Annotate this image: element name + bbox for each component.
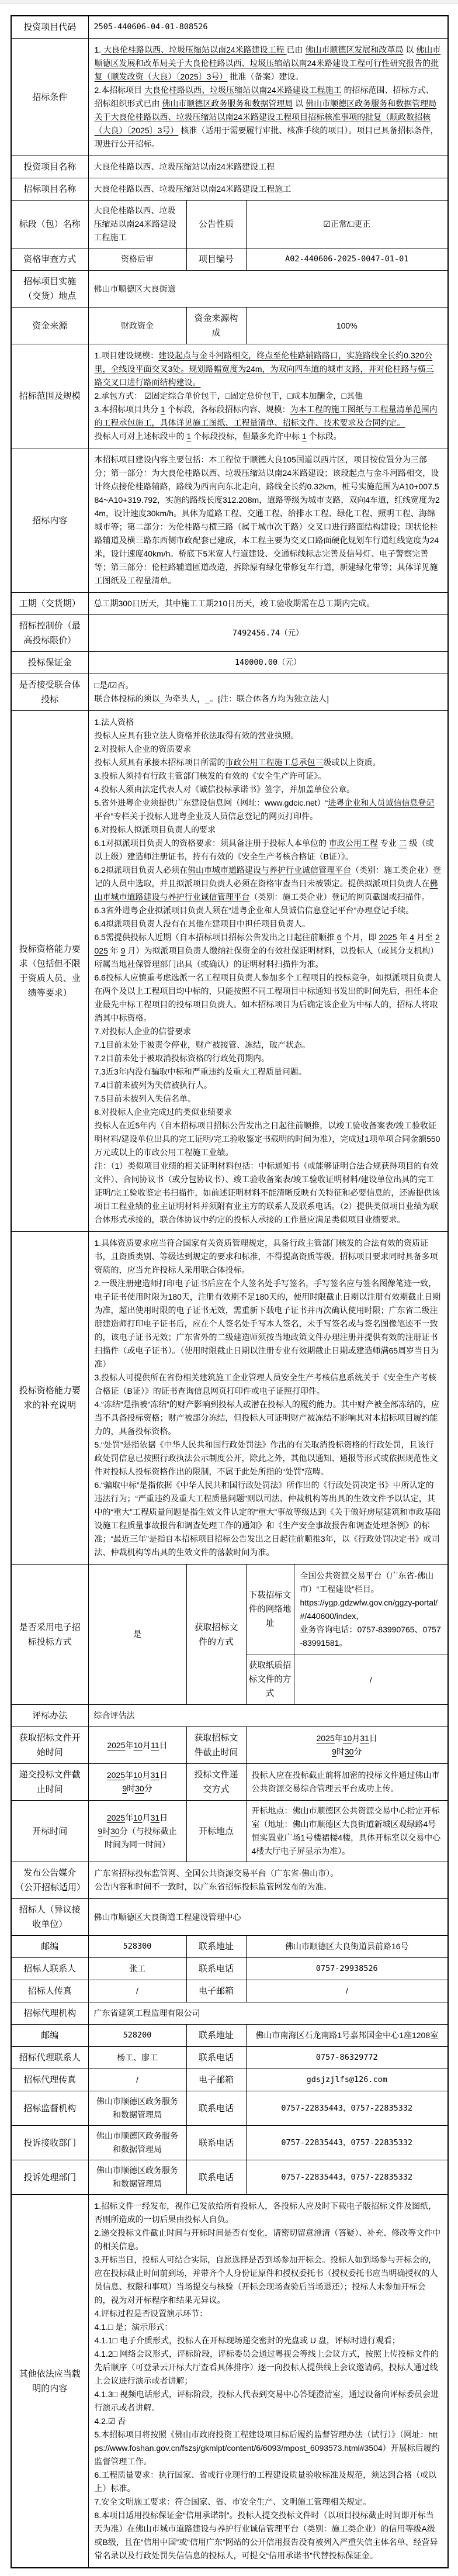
table-row [11,201,448,248]
paragraph: 联合体投标的须以_为牵头人，_。[注：联合体各方均为独立法人] [94,694,329,703]
fund-source-value: 财政资金 [88,308,186,344]
page-top-strip [0,0,458,4]
paragraph: 业务咨询电话：0757-83990765、0757-83991581。 [300,1625,441,1648]
agency-contact-label: 招标代理联系人 [11,2047,88,2069]
qualification-method-value: 资格后审 [88,248,186,271]
paragraph: 7.安全文明施工要求：符合国家、省、市安全生产、文明施工管理相关规定。 [94,2497,372,2506]
tenderer-phone-label: 联系电话 [186,1958,246,1980]
doc-start-time-value: 2025年10月11日 [88,1727,186,1764]
control-price-value: 7492456.74（元） [88,615,448,652]
agency-fax-value: / [88,2069,186,2091]
agency-fax-label: 招标代理传真 [11,2069,88,2091]
bid-bond-label: 投标保证金 [11,652,88,674]
paragraph: 2.本招标项目 大良伦桂路以西、垃圾压缩站以南24米路建设工程施工 的招标范围、招标方式、招标组织形式已由 佛山市顺德区政务服务和数据管理局 以 佛山市顺德区政务服务和数据管理局关于大良伦桂路以西、垃圾压缩站以南24米路建设工程项目招标核准事项的批复（顺政数招核（大良）〔2025〕3号） 核准（适用于需要履行审批、核准手续的项目）。项目已具备招标条件，现进行公开招标。 [94,85,439,149]
paragraph: 6.6投标人应慎重考虑选派一名工程项目负责人参加多个工程项目的投标竞争，如拟派项目负责人在两个及以上工程项目均中标的，只能按照不同工程项目中标通知书发出的时间先后，担任本企业最先中标工程项目的投标项目负责人。如本招标项目为后确定该企业为中标人的，招标人将取消其中标资格。 [94,973,441,1023]
tenderer-value: 佛山市顺德区大良街道工程建设管理中心 [88,1899,448,1936]
paragraph: 6.1对拟派项目负责人的资格要求：须具备注册于投标人本单位的 市政公用工程 专业 二 级（或以上级）建造师注册证书，持有有效的《安全生产考核合格证（B证）》。 [94,838,434,861]
fund-source-label: 资金来源 [11,308,88,344]
tender-content-label: 招标内容 [11,448,88,593]
doc-deadline-value [246,1727,448,1764]
investment-project-name-label: 投资项目名称 [11,156,88,178]
qualification-notes-value [88,1232,448,1565]
tenderer-fax-value: / [88,1980,186,2002]
tenderer-fax-label: 招标人传真 [11,1980,88,2002]
project-number-value: A02-440606-2025-0047-01-01 [246,248,448,271]
table-row [11,1899,448,1936]
tender-announcement-document [0,4,458,2576]
agency-phone-label: 联系电话 [186,2047,246,2069]
submit-deadline-value [88,1764,186,1801]
table-row [11,593,448,615]
table-row [11,615,448,652]
paragraph: 9时30分 [332,1747,362,1756]
table-row [11,2195,448,2568]
table-row [11,1958,448,1980]
supervisor-label: 招标监督机构 [11,2091,88,2126]
announcement-nature-label: 公告性质 [186,201,246,248]
project-code-value: 2505-440606-04-01-808526 [88,16,448,39]
qualification-requirements-value [88,711,448,1232]
paragraph: 投标人应具有独立法人资格并依法取得有效的营业执照。 [94,731,299,740]
table-row [11,1862,448,1899]
paragraph: 广东省招标投标监管网、全国公共资源交易平台（广东省·佛山市）。 [94,1869,339,1878]
tenderer-zip-label: 邮编 [11,1936,88,1958]
scope-scale-value [88,344,448,448]
paragraph: 7.1目前未处于被责令停业，财产被接管、冻结，破产状态。 [94,1040,310,1049]
announcement-media-value [88,1862,448,1899]
table-row [11,1936,448,1958]
paragraph: 4.1.2□ 网络会议形式，评标阶段，评标委员会通过粤视会等线上会议方式，按照上传投标文件的先后顺序（可登录云开标大厅查看具体排序）逐一向投标人提供线上会议邀请码，投标人通过线上会议进行演示或者讲解； [94,2349,439,2385]
table-row [11,2069,448,2091]
tenderer-phone-value: 0757-29938526 [246,1958,448,1980]
agency-email-value: gdsjzjlfs@126.com [246,2069,448,2091]
tenderer-address-value: 佛山市顺德区大良街道县前路16号 [246,1936,448,1958]
paragraph: 5.本招标项目将按照《佛山市政府投资工程建设项目标后履约监督管理办法（试行）》（网址：https://www.foshan.gov.cn/fszsj/gkmlpt/content/6/6093/mpost_6093573.html#3504）开展标后履约监督管理工作。 [94,2430,440,2466]
paragraph: 6.“骗取中标”是指依据《中华人民共和国行政处罚法》所作出的《行政处罚决定书》中所认定的违法行为；“严重违约及重大工程质量问题”则以司法、仲裁机构等出具的生效文件予以认定，其中的“重大”工程质量问题是指生效文件认定的“重大”事故等级达到《关于做好房屋建筑和市政基础设施工程质量事故报告和调查处理工作的通知》和《生产安全事故报告和调查处理条例》的标准；“最近三年”是指自本招标项目招标公告发出之日起往前顺推3年，以《行政处罚决定书》或司法、仲裁机构等出具的生效文件的落款时间为准。 [94,1480,441,1557]
agency-email-label: 电子邮箱 [186,2069,246,2091]
paragraph: 9时30分（与投标截止时间为同一时间） [98,1826,177,1849]
paragraph: 6.2拟派项目负责人必须在佛山市城市道路建设与养护行业诚信管理平台（类别：施工类企业）登记的人员中选取，并且拟派项目负责人必须在资格审查当日未被锁定。提供拟派项目负责人在佛山市城市道路建设与养护行业诚信管理平台（类别：施工类企业）登记的网页截图或扫描件。 [94,865,441,902]
paragraph: 9时30分 [122,1784,152,1793]
paragraph: 2.承包方式： ☑固定综合单价包干，□固定总价包干，□成本加酬金，□其他 [94,391,363,400]
table-row [11,1764,448,1801]
evaluation-method-label: 评标办法 [11,1705,88,1727]
agency-zip-value: 528200 [88,2025,186,2047]
paragraph: 6.工程质量要求：执行国家、省或行业现行的工程建设质量验收标准及规范，须达到合格（或以上）标准。 [94,2470,437,2493]
paragraph: 6.3省外进粤企业拟派项目负责人须在“进粤企业和人员诚信信息登记平台”办理登记手续。 [94,906,414,915]
agency-value: 广东省建筑工程监理有限公司 [88,2002,448,2025]
tender-content-value [88,448,448,593]
submit-method-value: 投标人应在投标截止前将加密的投标文件通过佛山市公共资源交易综合管理云平台成功上传。 [246,1764,448,1801]
paragraph: 1.法人资格 [94,717,134,727]
complaint-receive-phone-label: 联系电话 [186,2126,246,2160]
paragraph: 6.4拟派项目负责人没有在其他在建项目中担任项目负责人。 [94,919,310,928]
qualification-requirements-label: 投标资格能力要求（包括但不限于资质人员、业绩等要求） [11,711,88,1232]
paragraph: 7.对投标人企业的信誉要求 [94,1027,192,1036]
paragraph: 6.5需提供投标人近期（自本招标项目招标公告发出之日起往前顺推 6 个月，即 2025 年 4 月至 2025 年 9 月）为拟派项目负责人缴纳社保资金的有效社保证明材料，以投标人（或其分支机构）所属当地社保管理部门出具（或确认）的证明材料扫描件为准。 [94,933,440,969]
scope-scale-label: 招标范围及规模 [11,344,88,448]
download-url-value [294,1565,448,1655]
paragraph: 投标人须具有承接本招标项目所需的市政公用工程施工总承包三级或以上资质。 [94,758,381,767]
complaint-receive-phone-value: 0757-22835443，0757-22835332 [246,2126,448,2160]
paragraph: 8.本项目适用投标保证金“信用承诺制”。投标人提交投标文件时（以项目投标截止时间即开标当天为准）在佛山市城市道路建设与养护行业诚信管理平台（类别：施工类企业）的信用等级A级或B级，且在“信用中国”或“信用广东”网站的公开信用报告没有被列入严重失信主体名单、经营异常名录以及行政处罚失信信息的投标人，可提交“信用承诺书”代替投标保证金。 [94,2511,438,2560]
paragraph: 1.招标文件一经发布，视作已发放给所有投标人，各投标人应及时下载电子版招标文件及图纸，否则所造成的一切后果由投标人自负。 [94,2201,437,2224]
complaint-handle-phone-label: 联系电话 [186,2160,246,2195]
tenderer-contact-label: 招标人联系人 [11,1958,88,1980]
paragraph: 4.评标过程是否设置演示环节： [94,2309,208,2318]
paragraph: 2.对投标人企业的资质要求 [94,744,192,754]
paragraph: 6.对投标人拟派项目负责人的要求 [94,825,216,834]
table-row [11,271,448,308]
paragraph: 4.投标人须由法定代表人对《诚信投标承诺书》签字，并加盖单位公章。 [94,785,355,794]
other-content-value [88,2195,448,2568]
paragraph: 4.1.3□ 视频电话形式，评标阶段，投标人代表到交易中心答疑澄清室，通过设备向评标委员会进行演示或者讲解。 [94,2389,439,2412]
other-content-label: 其他依法应当载明的内容 [11,2195,88,2568]
table-row [11,1232,448,1565]
consortium-value [88,674,448,711]
paragraph: 5.省外进粤企业须提供广东建设信息网（网址：www.gdcic.net）“进粤企业和人员诚信信息登记平台”专栏关于投标人进粤企业及人员信息登记的网页打印件。 [94,798,435,821]
agency-contact-value: 杨工、廖工 [88,2047,186,2069]
paper-doc-method-value: / [294,1655,448,1705]
duration-label: 工期（交货期） [11,593,88,615]
agency-phone-value: 0757-86329772 [246,2047,448,2069]
agency-address-value: 佛山市南海区石龙南路1号嘉邦国金中心1座1208室 [246,2025,448,2047]
paragraph: 2025年10月31日 [106,1812,168,1822]
paragraph: 7.4目前未被列为失信被执行人。 [94,1080,212,1090]
paragraph: □是/☑否。 [94,681,134,690]
investment-project-name-value: 大良伦桂路以西、垃圾压缩站以南24米路建设工程 [88,156,448,178]
submit-method-label: 投标文件递交方式 [186,1764,246,1801]
table-row [11,308,448,344]
paragraph: 注：（1）类似项目业绩的相关证明材料包括：中标通知书（或能够证明合法合规获得项目的有效文件）、合同协议书（或分包协议书）、竣工验收备案表/竣工验收证明材料/建设单位出具的完工证明/完工验收鉴定书扫描件，如前述证明材料不能清晰反映有关特征和必要信息的，还需提供该项目工程业绩的业主证明材料并须附有业主方的联系人及联系电话。（2）提供类似项目业绩为联合体形式承接的，联合体协议中约定的投标人承接的工作量应满足类似项目业绩要求。 [94,1161,440,1224]
duration-value: 总工期300日历天，其中施工工期210日历天，竣工验收期需在总工期内完成。 [88,593,448,615]
table-row [11,448,448,593]
paragraph: 3.投标人可提供所在省份相关建筑施工企业管理人员安全生产考核信息系统关于《安全生产考核合格证（B证）》的证书查询信息网页打印件或电子证照打印件。 [94,1373,437,1396]
complaint-receive-label: 投诉接收部门 [11,2126,88,2160]
bid-opening-place-value: 开标地点：佛山市顺德区公共资源交易中心指定开标室（地址：佛山市顺德区大良街道新城区观绿路4号恒实置业广场1号楼裙楼4楼，具体开标室以交易中心4楼大厅电子屏显示为准）。 [246,1801,448,1862]
paragraph: 3.本招标项目共分 1 个标段，各标段招标内容、规模：为本工程的施工图纸与工程量清单范围内的工程承包施工，具体详见施工图纸、工程量清单、招标文件、技术要求及合同约定。 [94,405,438,427]
paragraph: 4.“冻结”是指被“冻结”的财产影响到投标人或潜在投标人的履约能力。其中财产被全部冻结的，应当不具备投标资格；财产被部分冻结，但投标人可证明财产被冻结不影响其对本招标项目履约能力的，具备投标资格。 [94,1400,439,1436]
doc-obtain-method-label: 获取招标文件的方式 [186,1565,246,1705]
paragraph: 7.5目前未被列入失信名单。 [94,1094,196,1103]
paragraph: 本招标项目建设内容主要包括：本工程位于顺德大良105国道以西片区，项目按位置分为三部分；第一部分：为大良伦桂路以西、垃圾压缩站以南24米路建设；该段起点与金斗河路相交，设计终点接伦桂路辅路，路线为西南向东北走向，路线全长约0.32km，桩号实施范围为A10+007.584~A10+319.792，实施的路线长度312.208m，道路等级为城市支路，双向4车道，红线宽度为24m，设计速度30km/h。具体为道路工程、交通工程、给排水工程、绿化工程、照明工程、海绵城市等；第二部分：为伦桂路与横三路（属于城市次干路）交叉口进行路面结构建设；现状伦桂路辅道及横三路东西侧市政配套已建成，本工程主要为交叉口路面硬化规划车行道红线宽度为24米，设计速度40km/h。桥底下5米宽人行道建设、交通标线标志完善及信号灯、电子警察完善等；第三部分：伦桂路辅道匝道改造，拆除原有绿化带修复车行道，新建绿化带等；具体详见施工图纸及工程量清单。 [94,455,440,585]
table-row [11,39,448,156]
table-row [11,1727,448,1764]
paragraph: 2.递交投标文件截止时间与开标时间是否有变化，请密切留意澄清（答疑）、补充、修改等文件中的相关信息。 [94,2228,441,2251]
paragraph: 5.“处罚”是指依据《中华人民共和国行政处罚法》作出的有关取消投标资格的行政处罚，且该行政处罚信息已按照行政执法公示制度公开，除此之外，其他以通知、通报等形式或依据规范性文件对投标人投标资格作出的限制，不属于此处所指的“处罚”范畴。 [94,1440,438,1476]
table-row [11,1980,448,2002]
paragraph: 投标人可对上述标段中的 1 个标段投标，但最多允许中标 1 个标段。 [94,431,342,441]
paragraph: 2025年10月31日 [106,1770,168,1780]
consortium-label: 是否接受联合体投标 [11,674,88,711]
paragraph: 2.一级注册建造师打印电子证书后应在个人签名处手写签名，手写签名应与签名图像笔迹一致，电子证书使用时限为180天，注册有效期不足180天的，使用时限截止日期以注册有效期截止日期为准，超出使用时限的电子证书无效，需重新下载电子证书并再次确认使用时限；广东省二级注册建造师打印电子证书后，应在个人签名处手写本人签名，未手写签名或与签名图像笔迹不一致的，该电子证书无效；广东省外的二级建造师须按当地政策文件办理注册并提供有效的注册证书扫描件（或电子证书）。（使用时限截止日期以注册专业有效期截止日期或建造师满65周岁当日为准） [94,1279,441,1369]
table-row [11,2025,448,2047]
submit-deadline-label: 递交投标文件截止时间 [11,1764,88,1801]
paragraph: 1.具体资质要求应当符合国家有关资质管理规定，具备行政主管部门核发的合法有效的资质证书，且资质类别、等级达到规定的要求和标准，不得提高资质等级。招标项目要求同时具备多项资质的，应当允许投标人采用联合体投标。 [94,1238,438,1275]
tenderer-email-label: 电子邮箱 [186,1980,246,2002]
table-row [11,1801,448,1862]
paragraph: 2025年10月31日 [316,1734,377,1743]
section-name-value: 大良伦桂路以西、垃圾压缩站以南24米路建设工程施工 [88,201,186,248]
tenderer-address-label: 联系地址 [186,1936,246,1958]
doc-deadline-label: 获取招标文件截止时间 [186,1727,246,1764]
table-row [11,156,448,178]
table-row [11,1705,448,1727]
project-number-label: 项目编号 [186,248,246,271]
tenderer-contact-value: 张工 [88,1958,186,1980]
table-row [11,248,448,271]
paragraph: 4.2.☑ 否 [94,2416,126,2426]
delivery-location-value: 佛山市顺德区大良街道 [88,271,448,308]
download-url-label: 下载招标文件的网络地址 [246,1565,294,1655]
tender-conditions-label: 招标条件 [11,39,88,156]
announcement-media-label: 发布公告媒介（公开招标适用） [11,1862,88,1899]
fund-composition-label: 资金来源构成 [186,308,246,344]
table-row [11,711,448,1232]
paragraph: 全国公共资源交易平台（广东省·佛山市）“工程建设”栏目。 [300,1571,434,1594]
bid-opening-time-label: 开标时间 [11,1801,88,1862]
project-code-label: 投资项目代码 [11,16,88,39]
table-row [11,674,448,711]
paragraph: 7.2目前未处于被取消投标资格的行政处罚期内。 [94,1054,269,1063]
table-row [11,2047,448,2069]
supervisor-value: 佛山市顺德区政务服务和数据管理局 [88,2091,186,2126]
e-bidding-label: 是否采用电子招标投标方式 [11,1565,88,1705]
agency-address-label: 联系地址 [186,2025,246,2047]
paper-doc-method-label: 获取纸质招标文件的方式 [246,1655,294,1705]
supervisor-phone-value: 0757-22835443，0757-22835332 [246,2091,448,2126]
paragraph: 公告内容和时间不一致时，以广东省招标投标监管网发布的为准。 [94,1882,332,1891]
announcement-nature-value: ☑正常/□更正 [246,201,448,248]
complaint-handle-value: 佛山市顺德区政务服务和数据管理局 [88,2160,186,2195]
tender-project-name-value: 大良伦桂路以西、垃圾压缩站以南24米路建设工程施工 [88,178,448,201]
paragraph: https://ygp.gdzwfw.gov.cn/ggzy-portal/#/440600/index， [300,1598,438,1621]
table-row [11,178,448,201]
qualification-method-label: 资格审查方式 [11,248,88,271]
paragraph: 4.1.1□ 电子介质形式，投标人在开标现场递交密封的光盘或 U 盘，评标时进行观看； [94,2336,400,2345]
table-row [11,2160,448,2195]
bid-bond-value: 140000.00（元） [88,652,448,674]
delivery-location-label: 招标项目实施（交货）地点 [11,271,88,308]
paragraph: 1.项目建设规模：建设起点与金斗河路相交，终点至伦桂路辅路路口，实施路线全长约0.320公里，全线设平面交叉3处。规划路幅宽度为24m，为双向四车道的城市支路，并对伦桂路与横三路交叉口进行路面结构建设。 [94,351,434,387]
tender-conditions-value [88,39,448,156]
supervisor-phone-label: 联系电话 [186,2091,246,2126]
table-row [11,344,448,448]
control-price-label: 招标控制价（最高投标限价） [11,615,88,652]
table-row [11,1565,448,1655]
tenderer-zip-value: 528300 [88,1936,186,1958]
tender-info-table [11,15,449,2568]
complaint-receive-value: 佛山市顺德区政务服务和数据管理局 [88,2126,186,2160]
bid-opening-place-label: 开标地点 [186,1801,246,1862]
paragraph: 8.对投标人企业完成过的类似业绩要求 [94,1107,233,1117]
paragraph: 7.3近3年内没有骗取中标和严重违约及重大工程质量问题。 [94,1067,307,1076]
paragraph: 1. 大良伦桂路以西、垃圾压缩站以南24米路建设工程 已由 佛山市顺德区发展和改革局 以 佛山市顺德区发展和改革局关于大良伦桂路以西、垃圾压缩站以南24米路建设工程可行性研究报告的批复（顺发改资（大良）〔2025〕3号） 批准（备案）建设。 [94,45,441,81]
table-row [11,2002,448,2025]
evaluation-method-value: 综合评估法 [88,1705,448,1727]
qualification-notes-label: 投标资格能力要求的补充说明 [11,1232,88,1565]
paragraph: 3.开标当日，投标人可结合实际，自愿选择是否到场参加开标会。投标人如到场参与开标会的，应在投标截止时间前到场，并带齐个人身份证原件和授权委托书（授权委托书应当明确授权的人员信息、权限和事项）当场提交与核验（开标会现场查验后当场退还）；投标人未参加开标会的，视为对开标程序和结果无异议。 [94,2255,438,2305]
table-row [11,2091,448,2126]
bid-opening-time-value [88,1801,186,1862]
tenderer-label: 招标人（异议接收单位） [11,1899,88,1936]
paragraph: 4.1.□ 是；演示形式： [94,2322,173,2332]
table-row [11,2126,448,2160]
fund-composition-value: 100% [246,308,448,344]
agency-label: 招标代理机构 [11,2002,88,2025]
doc-start-time-label: 获取招标文件开始时间 [11,1727,88,1764]
paragraph: 投标人在近5年内（自本招标项目招标公告发出之日起往前顺推，以竣工验收备案表/竣工验收证明材料/建设单位出具的完工证明/完工验收鉴定书载明的时间为准），完成过1项单项合同金额550万元或以上的市政公用工程施工业绩。 [94,1121,440,1157]
section-name-label: 标段（包）名称 [11,201,88,248]
tenderer-email-value: / [246,1980,448,2002]
e-bidding-value: 是 [88,1565,186,1705]
paragraph: 3.投标人须持有行政主管部门核发的有效的《安全生产许可证》。 [94,771,327,781]
table-row [11,16,448,39]
table-row [11,652,448,674]
complaint-handle-phone-value: 0757-22835443，0757-22835332 [246,2160,448,2195]
complaint-handle-label: 投诉处理部门 [11,2160,88,2195]
tender-project-name-label: 招标项目名称 [11,178,88,201]
agency-zip-label: 邮编 [11,2025,88,2047]
